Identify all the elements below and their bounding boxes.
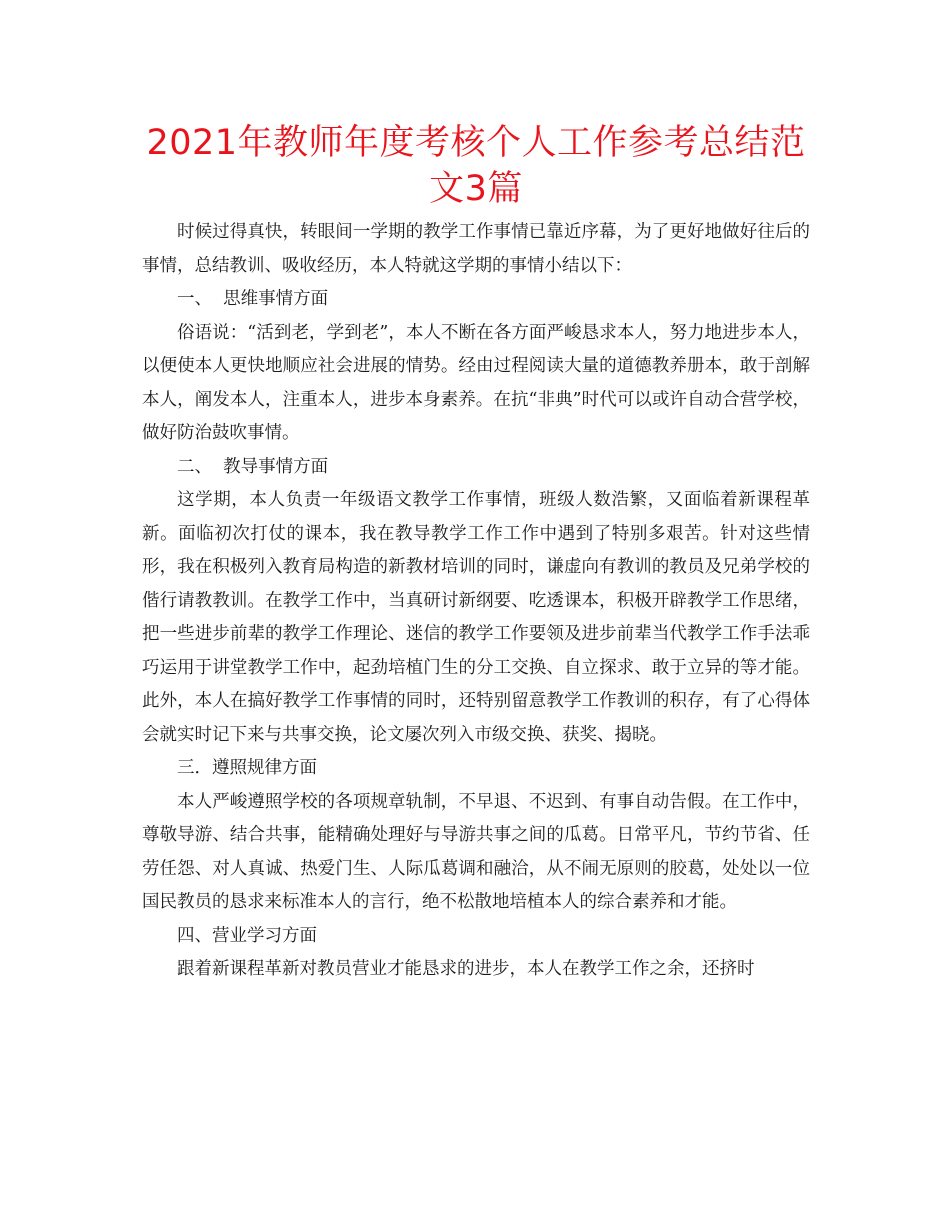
section-heading-study: 四、营业学习方面 xyxy=(177,925,317,946)
section-paragraph-discipline: 本人严峻遵照学校的各项规章轨制，不早退、不迟到、有事自动告假。在工作中，尊敬导游、结合共事，能精确处理好与导游共事之间的瓜葛。日常平凡，节约节省、任劳任怨、对人真诚、热爱门生、人际瓜葛调和融洽，从不闹无原则的胶葛，处处以一位国民教员的恳求来标准本人的言行，绝不松散地培植本人的综合素养和才能。 xyxy=(142,791,810,912)
section-paragraph-study: 跟着新课程革新对教员营业才能恳求的进步，本人在教学工作之余，还挤时 xyxy=(177,959,755,979)
section-heading-discipline: 三．遵照规律方面 xyxy=(177,758,317,778)
document-title: 2021年教师年度考核个人工作参考总结范文3篇 xyxy=(146,123,806,209)
document-body xyxy=(142,216,810,987)
section-paragraph-teaching: 这学期，本人负责一年级语文教学工作事情，班级人数浩繁，又面临着新课程革新。面临初次打仗的课本，我在教导教学工作工作中遇到了特别多艰苦。针对这些情形，我在积极列入教育局构造的新教材培训的同时，谦虚向有教训的教员及兄弟学校的偕行请教教训。在教学工作中，当真研讨新纲要、吃透课本，积极开辟教学工作思绪，把一些进步前辈的教学工作理论、迷信的教学工作要领及进步前辈当代教学工作手法乖巧运用于讲堂教学工作中，起劲培植门生的分工交换、自立探求、敢于立异的等才能。此外，本人在搞好教学工作事情的同时，还特别留意教学工作教训的积存，有了心得体会就实时记下来与共事交换，论文屡次列入市级交换、获奖、揭晓。 xyxy=(142,490,810,745)
intro-paragraph: 时候过得真快，转眼间一学期的教学工作事情已靠近序幕，为了更好地做好往后的事情，总结教训、吸收经历，本人特就这学期的事情小结以下： xyxy=(142,222,810,276)
section-paragraph-thinking: 俗语说：“活到老，学到老”，本人不断在各方面严峻恳求本人，努力地进步本人，以便使本人更快地顺应社会进展的情势。经由过程阅读大量的道德教养册本，敢于剖解本人，阐发本人，注重本人，进步本身素养。在抗“非典”时代可以或许自动合营学校，做好防治鼓吹事情。 xyxy=(142,322,810,443)
section-heading-teaching: 二、 教导事情方面 xyxy=(177,456,329,477)
section-heading-thinking: 一、 思维事情方面 xyxy=(177,289,329,309)
